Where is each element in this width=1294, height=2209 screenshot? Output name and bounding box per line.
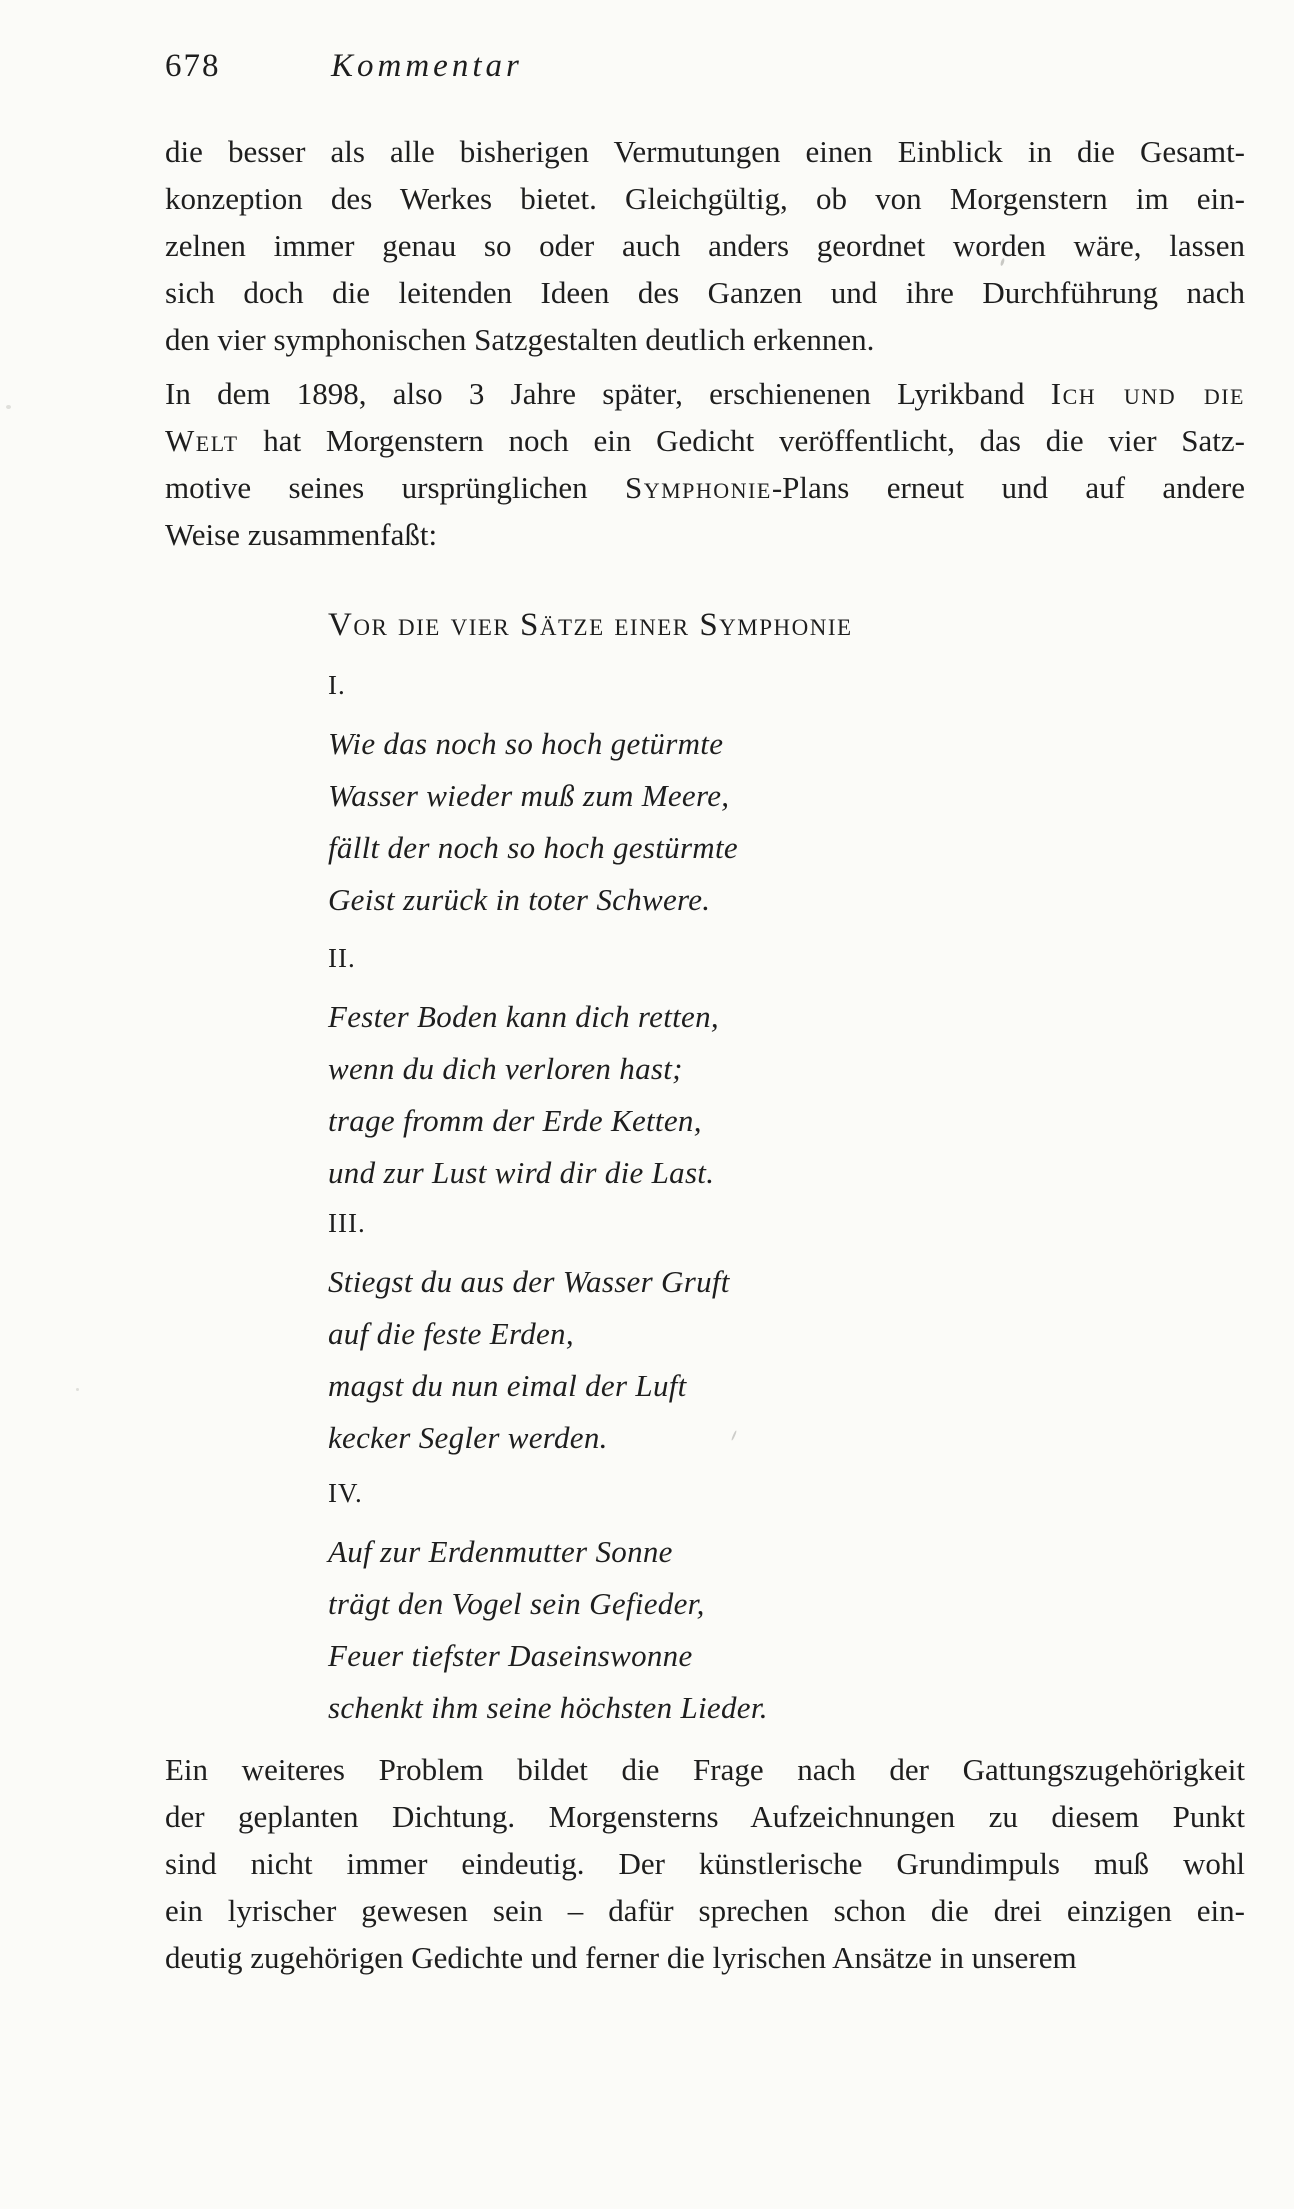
text-line (165, 1934, 1245, 1981)
text-line (165, 370, 1245, 417)
poem-line: schenkt ihm seine höchsten Lieder. (328, 1690, 768, 1725)
text-segment: Weise zusammenfaßt: (165, 517, 438, 552)
poem-stanza (328, 935, 968, 1199)
poem-stanza (328, 1200, 968, 1464)
text-line (165, 128, 1245, 175)
stanza-lines (328, 718, 968, 926)
text-line (165, 316, 1245, 363)
stanza-lines (328, 1526, 968, 1734)
poem-line: magst du nun eimal der Luft (328, 1368, 687, 1403)
poem-line: Geist zurück in toter Schwere. (328, 882, 711, 917)
page-number: 678 (165, 48, 221, 84)
scan-speck (6, 405, 11, 409)
stanza-numeral: IV. (328, 1478, 363, 1508)
paragraph (165, 370, 1245, 558)
poem-line: Feuer tiefster Daseinswonne (328, 1638, 693, 1673)
stanza-numeral: I. (328, 670, 346, 700)
text-segment: sich doch die leitenden Ideen des Ganzen und ihre Durchführung nach (165, 275, 1245, 310)
poem-line: wenn du dich verloren hast; (328, 1051, 683, 1086)
text-segment: zelnen immer genau so oder auch anders geordnet worden wäre, lassen (165, 228, 1245, 263)
text-segment: ein lyrischer gewesen sein – dafür sprechen schon die drei einzigen ein- (165, 1893, 1245, 1928)
text-segment: -Plans erneut und auf andere (771, 470, 1246, 505)
text-segment: die besser als alle bisherigen Vermutungen einen Einblick in die Gesamt- (165, 134, 1245, 169)
text-segment: In dem 1898, also 3 Jahre später, erschienenen Lyrikband (165, 376, 1051, 411)
stanza-lines (328, 991, 968, 1199)
text-line (165, 175, 1245, 222)
small-caps-text: Symphonie (624, 470, 772, 505)
poem-line: auf die feste Erden, (328, 1316, 574, 1351)
text-line (165, 1793, 1245, 1840)
text-line (165, 222, 1245, 269)
text-line (165, 1840, 1245, 1887)
text-line (165, 1887, 1245, 1934)
stanza-numeral: III. (328, 1208, 366, 1238)
small-caps-text: Welt (165, 423, 239, 458)
poem-line: trage fromm der Erde Ketten, (328, 1103, 702, 1138)
text-segment: deutig zugehörigen Gedichte und ferner die lyrischen Ansätze in unserem (165, 1940, 1077, 1975)
scan-speck (76, 1388, 79, 1391)
text-segment: Ein weiteres Problem bildet die Frage nach der Gattungszugehörigkeit (165, 1752, 1245, 1787)
stanza-lines (328, 1256, 968, 1464)
poem-title: Vor die vier Sätze einer Symphonie (328, 607, 853, 643)
page-header (165, 44, 1245, 88)
poem-line: Wasser wieder muß zum Meere, (328, 778, 730, 813)
small-caps-text: Ich und die (1050, 376, 1245, 411)
text-line (165, 269, 1245, 316)
text-segment: den vier symphonischen Satzgestalten deutlich erkennen. (165, 322, 875, 357)
poem-stanza (328, 662, 968, 926)
poem-line: Wie das noch so hoch getürmte (328, 726, 724, 761)
text-line (165, 511, 1245, 558)
poem-line: kecker Segler werden. (328, 1420, 608, 1455)
poem-line: Auf zur Erdenmutter Sonne (328, 1534, 673, 1569)
poem-line: und zur Lust wird dir die Last. (328, 1155, 715, 1190)
text-line (165, 417, 1245, 464)
poem-line: Stiegst du aus der Wasser Gruft (328, 1264, 730, 1299)
poem-line: trägt den Vogel sein Gefieder, (328, 1586, 705, 1621)
paragraph (165, 128, 1245, 363)
poem-stanza (328, 1470, 968, 1734)
text-segment: sind nicht immer eindeutig. Der künstlerische Grundimpuls muß wohl (165, 1846, 1245, 1881)
text-segment: hat Morgenstern noch ein Gedicht veröffentlicht, das die vier Satz- (238, 423, 1245, 458)
text-line (165, 1746, 1245, 1793)
poem-line: Fester Boden kann dich retten, (328, 999, 719, 1034)
running-head: Kommentar (331, 48, 523, 84)
text-line (165, 464, 1245, 511)
text-segment: konzeption des Werkes bietet. Gleichgültig, ob von Morgenstern im ein- (165, 181, 1245, 216)
text-segment: der geplanten Dichtung. Morgensterns Aufzeichnungen zu diesem Punkt (165, 1799, 1245, 1834)
text-segment: motive seines ursprünglichen (165, 470, 625, 505)
stanza-numeral: II. (328, 943, 356, 973)
paragraph (165, 1746, 1245, 1981)
poem-line: fällt der noch so hoch gestürmte (328, 830, 738, 865)
